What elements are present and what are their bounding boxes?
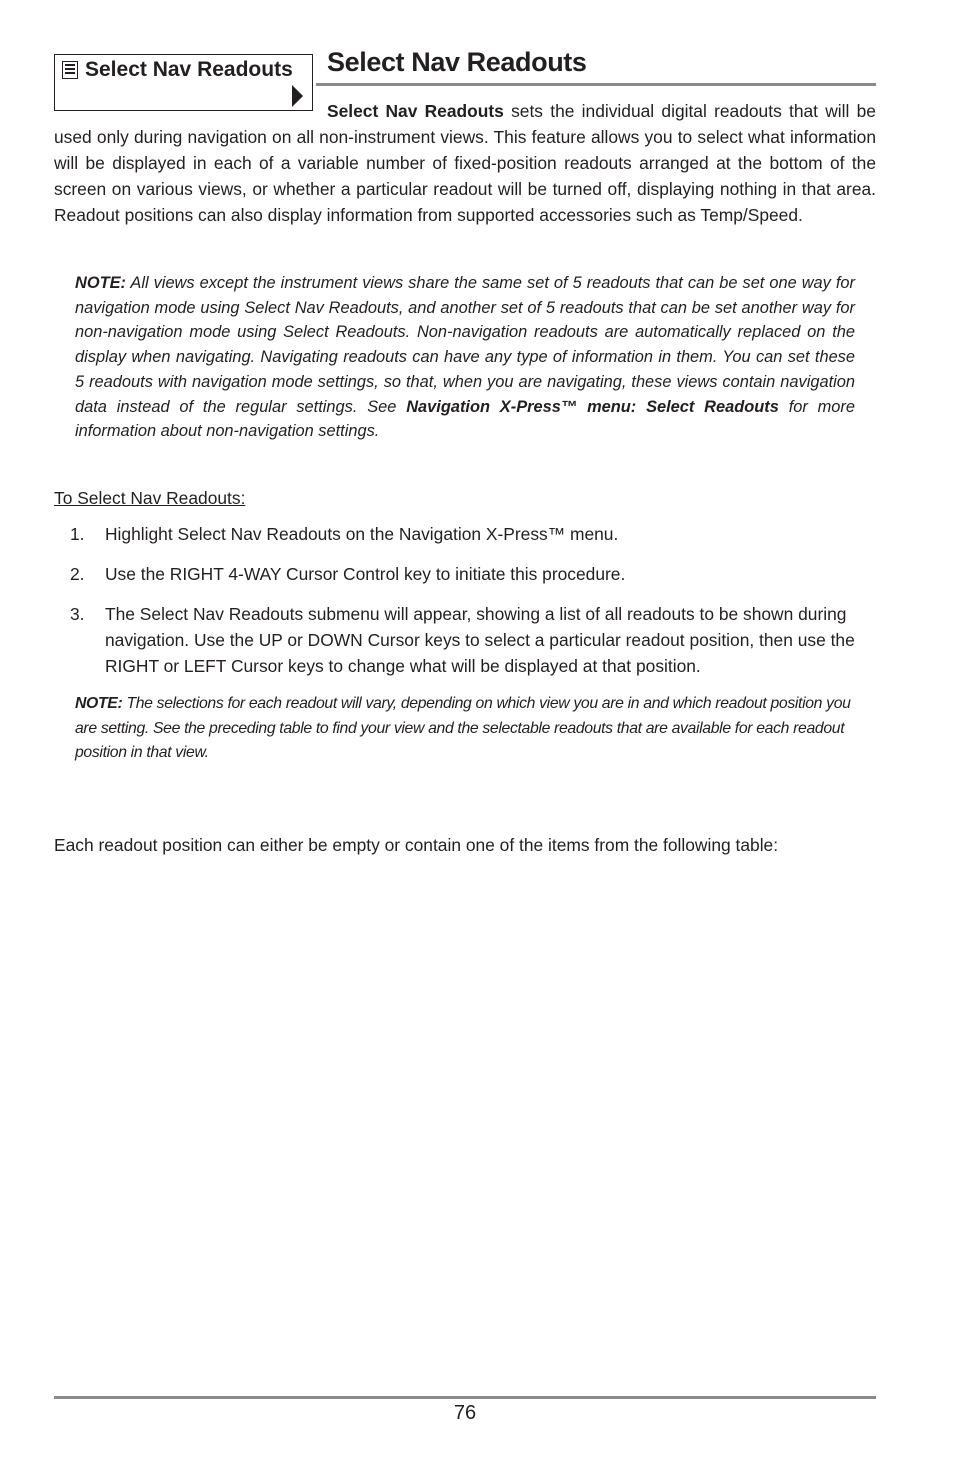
note-readout-selections — [75, 692, 855, 766]
intro-lead: Select Nav Readouts — [327, 101, 504, 121]
list-item — [54, 601, 864, 679]
list-item — [54, 561, 864, 587]
step-number: 1. — [70, 524, 85, 544]
menu-list-icon — [62, 61, 78, 79]
step-number: 2. — [70, 564, 85, 584]
note-text-after: for more information about non-navigation settings. — [75, 397, 855, 441]
step-number: 3. — [70, 604, 85, 624]
step-text: Highlight Select Nav Readouts on the Navigation X-Press™ menu. — [105, 524, 619, 544]
note-label: NOTE: — [75, 274, 126, 292]
note-text: The selections for each readout will vary, depending on which view you are in and which readout position you are setting. See the preceding table to find your view and the selectable readouts that are available for each readout position in that view. — [75, 695, 851, 762]
note-text: All views except the instrument views share the same set of 5 readouts that can be set one way for navigation mode using Select Nav Readouts, and another set of 5 readouts that can be set another way for non-navigation mode using Select Readouts. Non-navigation readouts are automatically replaced on the display when navigating. Navigating readouts can have any type of information in them. You can set these 5 readouts with navigation mode settings, so that, when you are navigating, these views contain navigation data instead of the regular settings. See — [75, 274, 855, 416]
footer-divider — [54, 1396, 876, 1399]
list-item — [54, 521, 864, 547]
note-label: NOTE: — [75, 695, 123, 712]
step-text: Use the RIGHT 4-WAY Cursor Control key to initiate this procedure. — [105, 564, 626, 584]
intro-paragraph — [54, 98, 876, 228]
page-number: 76 — [453, 1402, 477, 1424]
step-text: The Select Nav Readouts submenu will appear, showing a list of all readouts to be shown during navigation. Use the UP or DOWN Cursor keys to select a particular readout position, then use the RIGHT or LEFT Cursor keys to change what will be displayed at that position. — [105, 604, 855, 676]
page-title: Select Nav Readouts — [327, 47, 587, 77]
note-reference: Navigation X-Press™ menu: Select Readouts — [406, 397, 779, 416]
closing-paragraph: Each readout position can either be empty or contain one of the items from the following table: — [54, 835, 779, 855]
note-navigation-readouts — [75, 271, 855, 444]
menu-item-label: Select Nav Readouts — [85, 58, 293, 81]
procedure-heading: To Select Nav Readouts: — [54, 488, 246, 508]
procedure-steps — [54, 521, 864, 679]
intro-text: sets the individual digital readouts that will be used only during navigation on all non-instrument views. This feature allows you to select what information will be displayed in each of a variable number of fixed-position readouts arranged at the bottom of the screen on various views, or whether a particular readout will be turned off, displaying nothing in that area. Readout positions can also display information from supported accessories such as Temp/Speed. — [54, 101, 876, 225]
title-divider — [316, 83, 876, 86]
